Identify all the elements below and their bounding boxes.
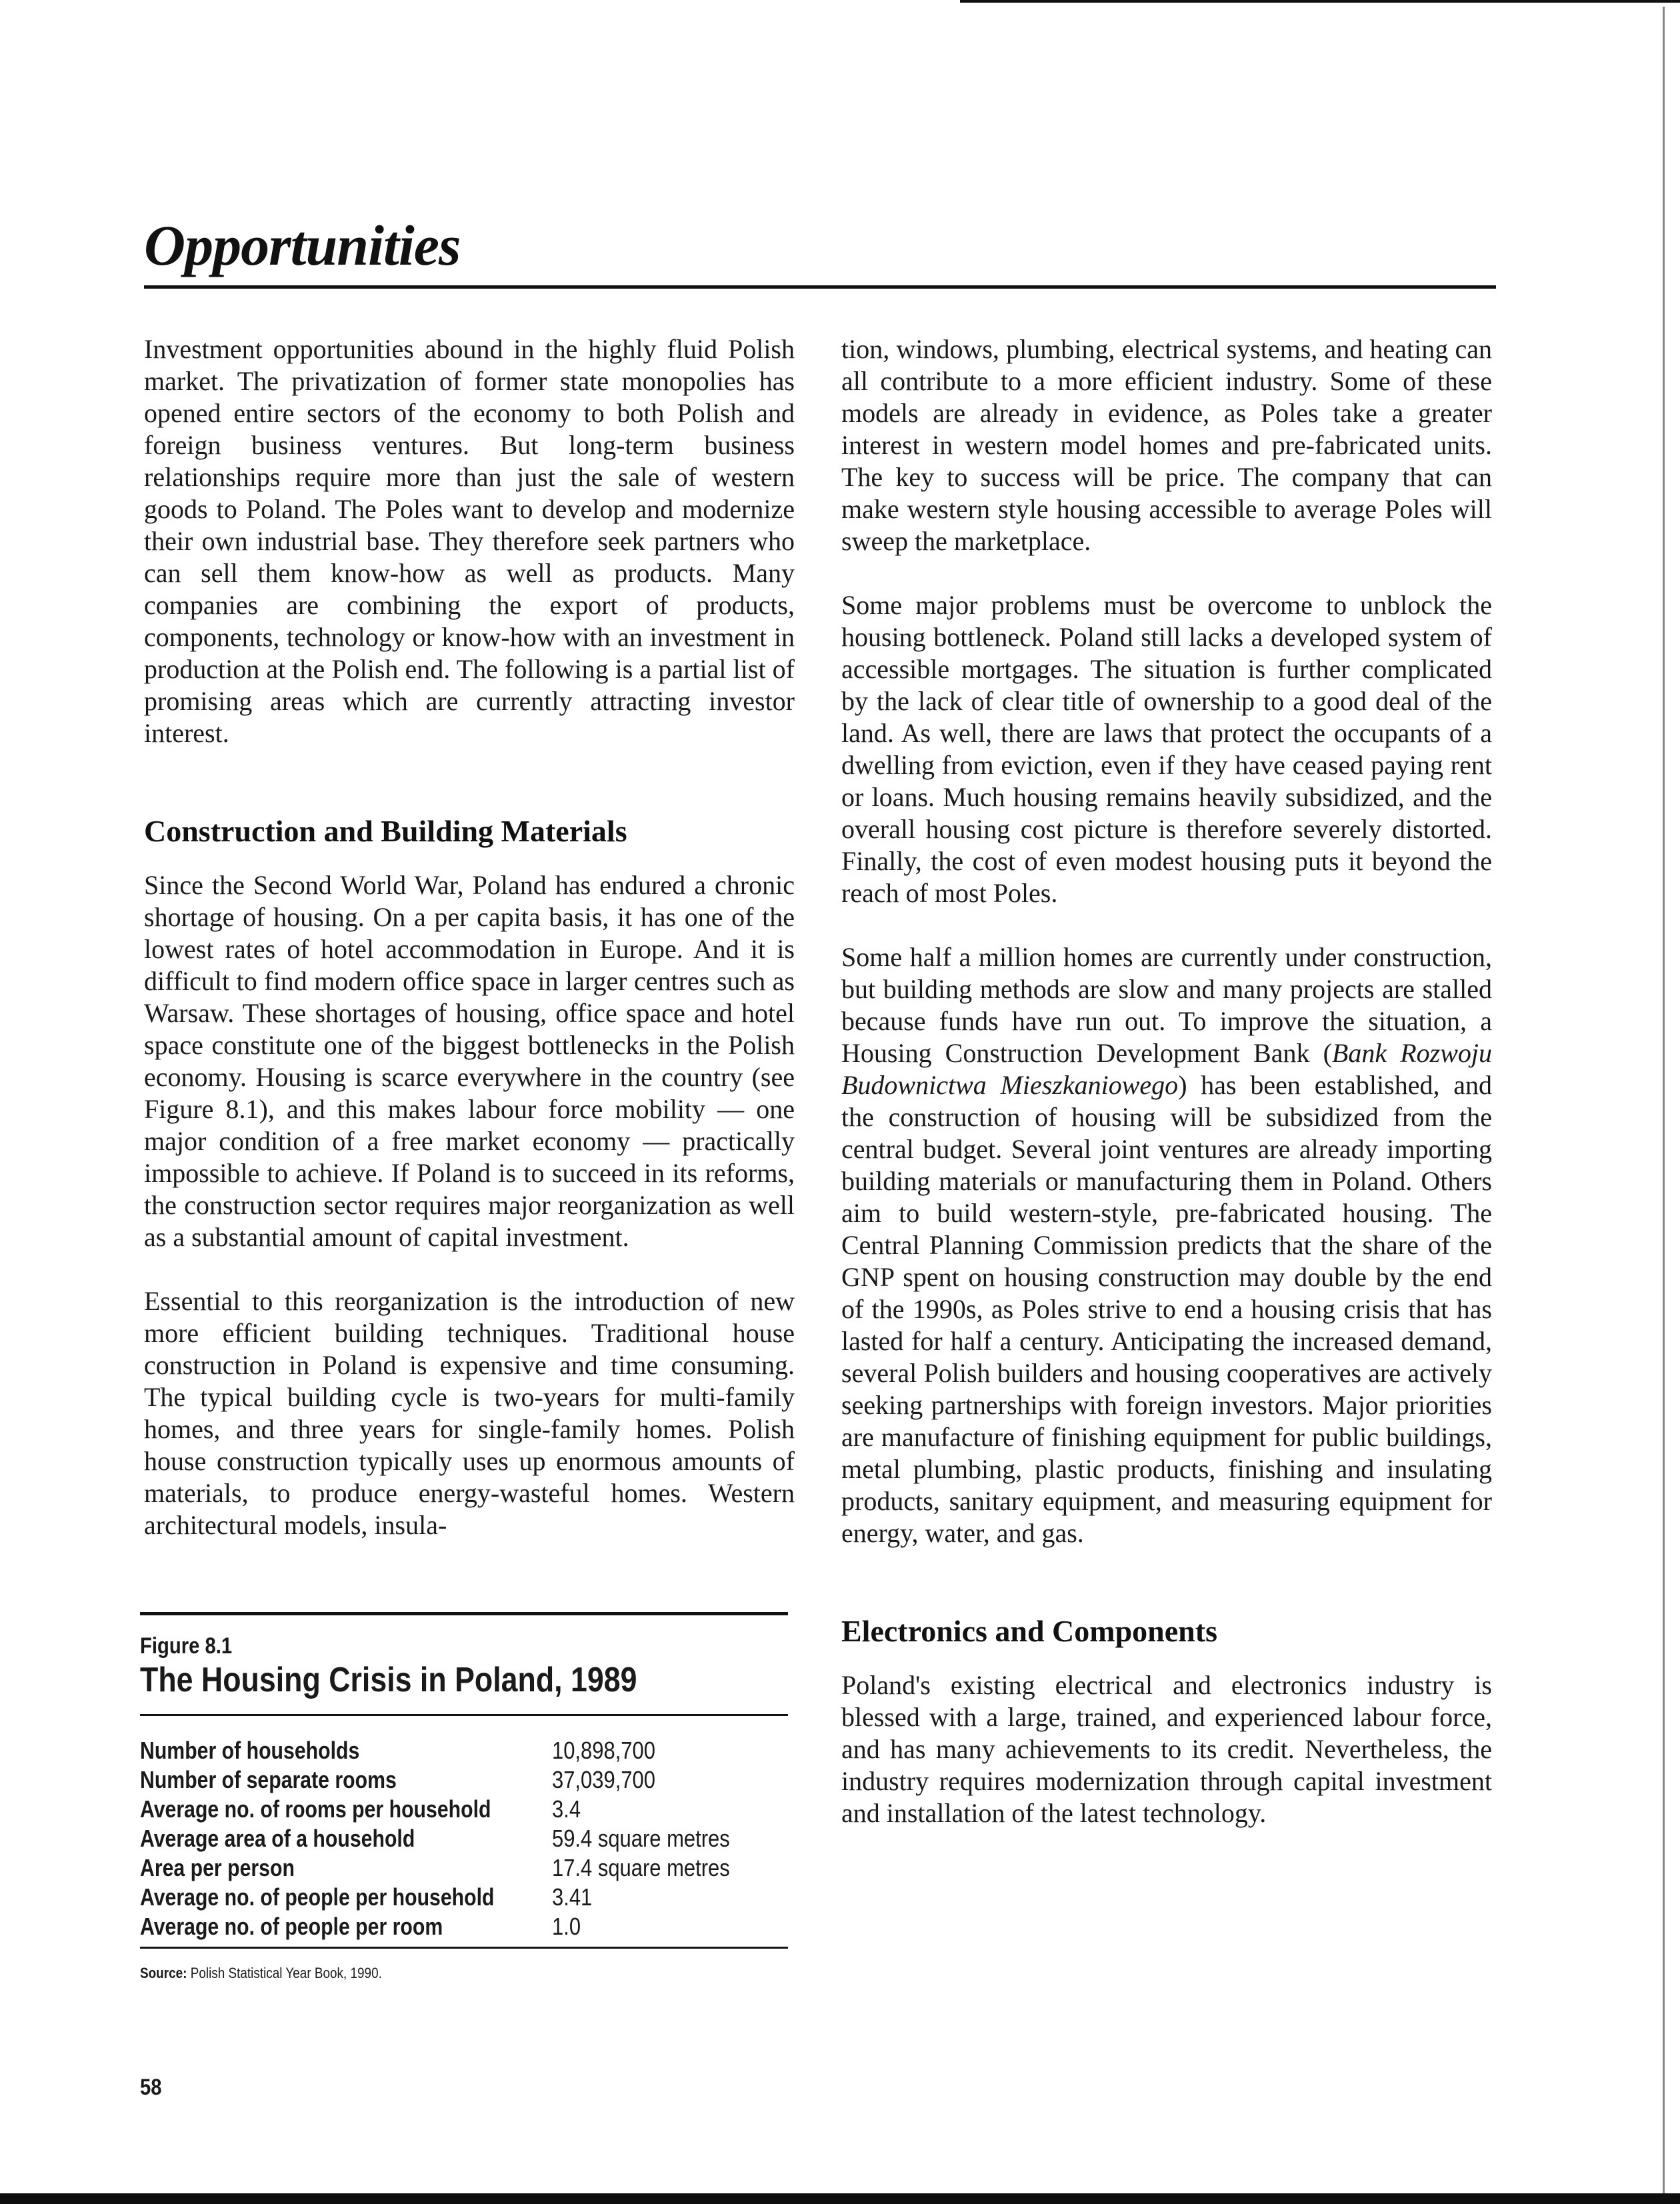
scan-edge-bottom (0, 2193, 1680, 2204)
continued-paragraph: tion, windows, plumbing, electrical systems, and heating can all contribute to a more efficient industry. Some of these models are already in evidence, as Poles take a greater interest in western model homes and pre-fabricated units. The key to success will be price. The company that can make western style housing accessible to average Poles will sweep the marketplace. (841, 334, 1492, 556)
construction-paragraph-1: Since the Second World War, Poland has endured a chronic shortage of housing. On a per capita basis, it has one of the lowest rates of hotel accommodation in Europe. And it is difficult to find modern office space in larger centres such as Warsaw. These shortages of housing, office space and hotel space constitute one of the biggest bottlenecks in the Polish economy. Housing is scarce everywhere in the country (see Figure 8.1), and this makes labour force mobility — one major condition of a free market economy — practically impossible to achieve. If Poland is to succeed in its reforms, the construction sector requires major reorganization as well as a substantial amount of capital investment. (144, 870, 795, 1252)
source-text: Polish Statistical Year Book, 1990. (190, 1965, 382, 1981)
figure-source (140, 1965, 697, 1982)
row-value: 59.4 square metres (552, 1825, 730, 1852)
construction-paragraph-2: Essential to this reorganization is the introduction of new more efficient building techniques. Traditional house construction in Poland is expensive and time consuming. The typical building cycle is two-years for multi-family homes, and three years for single-family homes. Polish house construction typically uses up enormous amounts of materials, to produce energy-wasteful homes. Western architectural models, insula- (144, 1286, 795, 1540)
row-value: 37,039,700 (552, 1766, 655, 1793)
title-rule (144, 285, 1496, 289)
source-label: Source: (140, 1965, 187, 1981)
table-row (140, 1736, 788, 1765)
electronics-paragraph: Poland's existing electrical and electronics industry is blessed with a large, trained, and experienced labour force, and has many achievements to its credit. Nevertheless, the industry requires modernization through capital investment and installation of the latest technology. (841, 1670, 1492, 1828)
row-label: Average area of a household (140, 1825, 415, 1852)
row-value: 17.4 square metres (552, 1854, 730, 1881)
intro-paragraph: Investment opportunities abound in the highly fluid Polish market. The privatization of former state monopolies has opened entire sectors of the economy to both Polish and foreign business ventures. But long-term business relationships require more than just the sale of western goods to Poland. The Poles want to develop and modernize their own industrial base. They therefore seek partners who can sell them know-how as well as products. Many companies are combining the export of products, components, technology or know-how with an investment in production at the Polish end. The following is a partial list of promising areas which are currently attracting investor interest. (144, 334, 795, 748)
bank-name-italic: Bank Rozwoju Budownictwa Mieszkaniowego (841, 1038, 1492, 1100)
row-label: Average no. of rooms per household (140, 1795, 491, 1823)
row-label: Number of households (140, 1737, 360, 1764)
row-label: Average no. of people per household (140, 1883, 495, 1911)
homes-text-start: Some half a million homes are currently under construction, but building methods are slow and many projects are stalled because funds have run out. To improve the situation, a Housing Construction Development Bank ( (841, 942, 1492, 1068)
spacer (841, 1549, 1492, 1613)
problems-paragraph: Some major problems must be overcome to unblock the housing bottleneck. Poland still lacks a developed system of accessible mortgages. The situation is further complicated by the lack of clear title of ownership to a good deal of the land. As well, there are laws that protect the occupants of a dwelling from eviction, even if they have ceased paying rent or loans. Much housing remains heavily subsidized, and the overall housing cost picture is therefore severely distorted. Finally, the cost of even modest housing puts it beyond the reach of most Poles. (841, 590, 1492, 908)
row-label: Area per person (140, 1854, 295, 1881)
row-value: 1.0 (552, 1913, 581, 1940)
table-row (140, 1853, 788, 1883)
left-column (144, 333, 795, 1541)
table-row (140, 1912, 788, 1941)
scan-edge-right (1663, 7, 1669, 2200)
page-number: 58 (140, 2075, 162, 2100)
scan-edge-top (960, 0, 1680, 9)
homes-paragraph (841, 941, 1492, 1549)
figure-title-rule (140, 1714, 788, 1716)
figure-title: The Housing Crisis in Poland, 1989 (140, 1661, 637, 1699)
housing-figure (140, 1612, 788, 1982)
figure-bottom-rule (140, 1947, 788, 1949)
figure-table (140, 1736, 788, 1941)
row-value: 3.4 (552, 1795, 581, 1823)
section-title: Opportunities (144, 213, 461, 277)
row-value: 10,898,700 (552, 1737, 655, 1764)
table-row (140, 1795, 788, 1824)
construction-heading: Construction and Building Materials (144, 814, 627, 848)
table-row (140, 1824, 788, 1853)
spacer (144, 749, 795, 813)
row-value: 3.41 (552, 1883, 593, 1911)
row-label: Average no. of people per room (140, 1913, 443, 1940)
figure-label: Figure 8.1 (140, 1633, 233, 1659)
electronics-heading: Electronics and Components (841, 1614, 1217, 1648)
right-column (841, 333, 1492, 1829)
row-label: Number of separate rooms (140, 1766, 397, 1793)
figure-top-rule (140, 1612, 788, 1615)
table-row (140, 1883, 788, 1912)
homes-text-end: ) has been established, and the construction of housing will be subsidized from the central budget. Several joint ventures are already importing building materials or manufacturing them in Poland. Others aim to build western-style, pre-fabricated housing. The Central Planning Commission predicts that the share of the GNP spent on housing construction may double by the end of the 1990s, as Poles strive to end a housing crisis that has lasted for half a century. Anticipating the increased demand, several Polish builders and housing cooperatives are actively seeking partnerships with foreign investors. Major priorities are manufacture of finishing equipment for public buildings, metal plumbing, plastic products, finishing and insulating products, sanitary equipment, and measuring equipment for energy, water, and gas. (841, 1070, 1492, 1548)
table-row (140, 1765, 788, 1795)
